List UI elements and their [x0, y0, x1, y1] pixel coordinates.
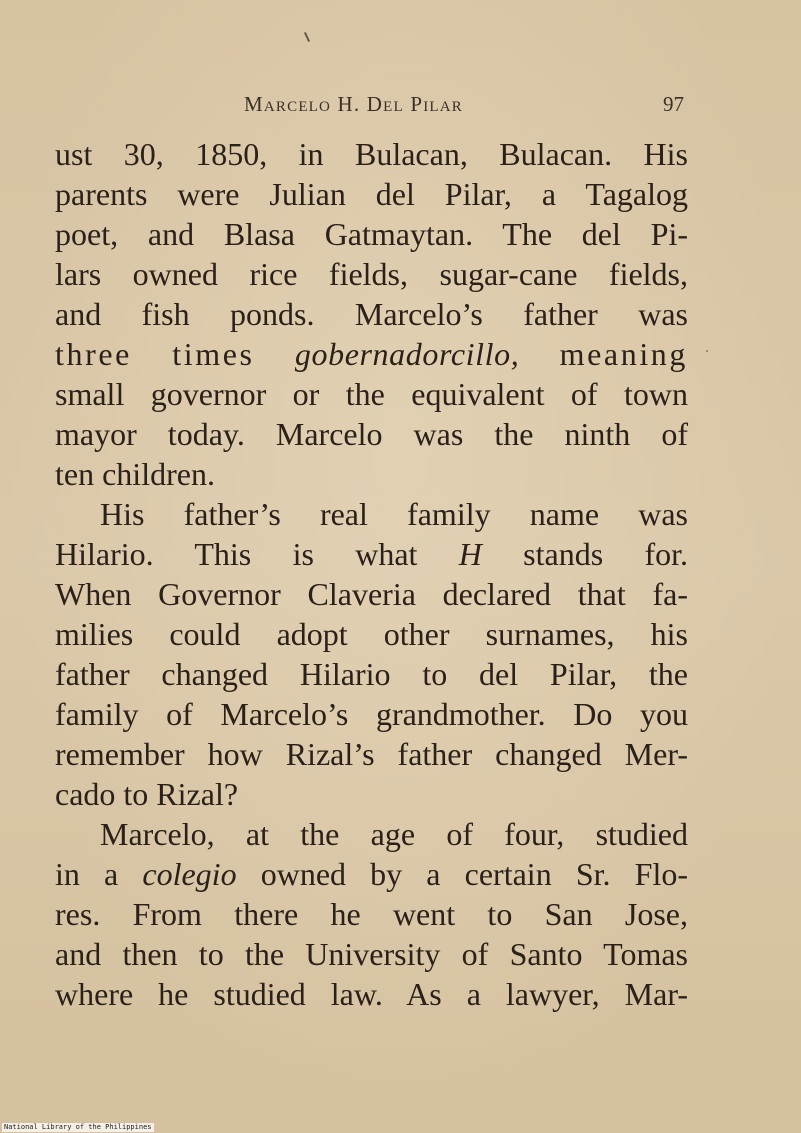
text-line: poet, and Blasa Gatmaytan. The del Pi- [55, 216, 688, 252]
text-line: remember how Rizal’s father changed Mer- [55, 736, 688, 772]
text-segment: Hilario. This is what [55, 536, 418, 572]
text-line: When Governor Claveria declared that fa- [55, 576, 688, 612]
text-segment: stands for. [523, 536, 689, 572]
text-segment: meaning [559, 336, 689, 372]
italic-term: gobernadorcillo, [294, 336, 520, 372]
text-line [55, 854, 688, 894]
paragraph-2 [55, 494, 688, 814]
text-segment: in a [55, 856, 119, 892]
text-line [55, 334, 688, 374]
italic-term: colegio [142, 856, 237, 892]
italic-term: H [458, 536, 482, 572]
paper-speck [706, 350, 708, 352]
text-line: family of Marcelo’s grandmother. Do you [55, 696, 688, 732]
library-credit: National Library of the Philippines [4, 1123, 152, 1131]
paragraph-3 [55, 814, 688, 1014]
text-line: parents were Julian del Pilar, a Tagalog [55, 176, 688, 212]
text-line [55, 534, 688, 574]
text-line: mayor today. Marcelo was the ninth of [55, 416, 688, 452]
text-segment: three times [55, 336, 255, 372]
text-line: cado to Rizal? [55, 776, 239, 812]
text-line: where he studied law. As a lawyer, Mar- [55, 976, 688, 1012]
text-line: and fish ponds. Marcelo’s father was [55, 296, 688, 332]
text-line: small governor or the equivalent of town [55, 376, 688, 412]
body-text [55, 134, 688, 1014]
text-line: ust 30, 1850, in Bulacan, Bulacan. His [55, 136, 688, 172]
ink-mark [304, 32, 310, 42]
text-line: ten children. [55, 456, 215, 492]
text-segment: owned by a certain Sr. Flo- [260, 856, 688, 892]
text-line: father changed Hilario to del Pilar, the [55, 656, 688, 692]
text-line: res. From there he went to San Jose, [55, 896, 688, 932]
text-line: Marcelo, at the age of four, studied [100, 816, 688, 852]
text-line: lars owned rice fields, sugar-cane fields, [55, 256, 688, 292]
paragraph-1 [55, 134, 688, 494]
page-number: 97 [663, 92, 684, 116]
running-title: Marcelo H. Del Pilar [244, 92, 464, 116]
text-line: and then to the University of Santo Tomas [55, 936, 688, 972]
text-line: His father’s real family name was [100, 496, 688, 532]
text-line: milies could adopt other surnames, his [55, 616, 688, 652]
running-head [56, 92, 688, 120]
